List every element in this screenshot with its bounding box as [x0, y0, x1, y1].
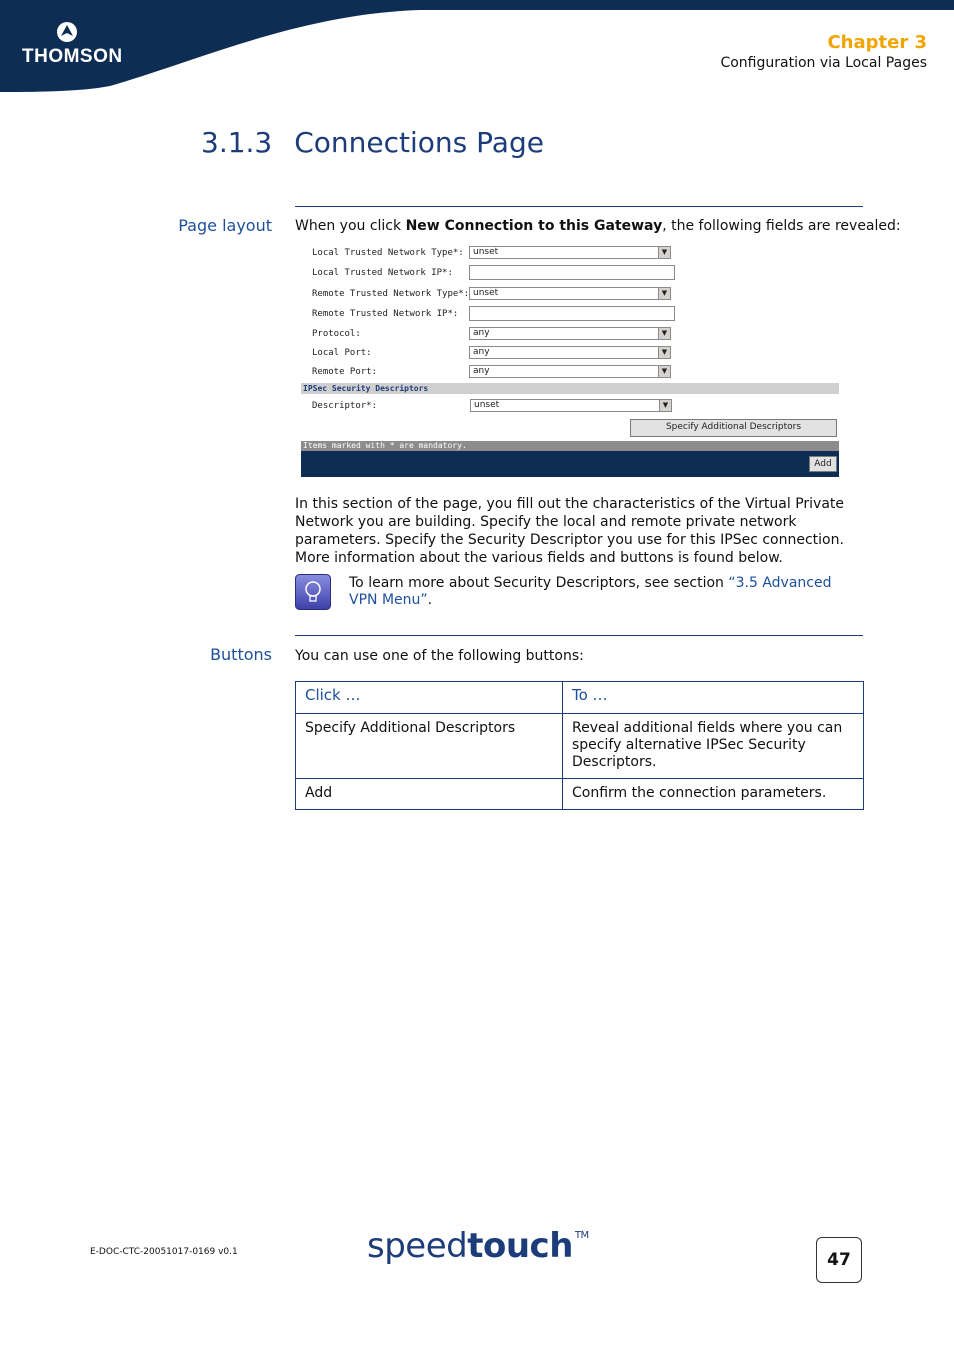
thomson-logo-icon	[56, 21, 78, 43]
table-cell: Confirm the connection parameters.	[563, 779, 864, 810]
table-row	[296, 714, 864, 779]
description-text: In this section of the page, you fill out the characteristics of the Virtual Private Network you are building. Specify the local and remote private network parameters. Specify the Security Descriptor you use for this IPSec connection. More information about the various fields and buttons is found below.	[295, 496, 845, 566]
chapter-label: Chapter 3	[827, 32, 927, 53]
divider	[295, 206, 863, 207]
tip-text	[349, 575, 864, 609]
select-value: any	[473, 366, 490, 376]
field-label: Local Trusted Network Type*:	[312, 248, 464, 258]
mandatory-note: Items marked with * are mandatory.	[301, 441, 839, 451]
advanced-vpn-link[interactable]: “3.5 Advanced VPN Menu”	[349, 575, 832, 608]
table-cell: Reveal additional fields where you can specify alternative IPSec Security Descriptors.	[563, 714, 864, 779]
form-footer-bar	[301, 451, 839, 477]
field-label: Protocol:	[312, 329, 361, 339]
connections-form-screenshot	[300, 243, 841, 480]
tip-text-before: To learn more about Security Descriptors, see section	[349, 575, 729, 591]
logo-text: THOMSON	[22, 46, 123, 67]
select-value: unset	[473, 247, 499, 257]
local-network-ip-input[interactable]	[469, 265, 675, 280]
add-button[interactable]: Add	[809, 456, 837, 472]
chevron-down-icon: ▼	[658, 288, 670, 299]
trademark: TM	[574, 1230, 589, 1241]
remote-port-select[interactable]	[469, 365, 671, 378]
specify-descriptors-button[interactable]: Specify Additional Descriptors	[630, 419, 837, 437]
field-label: Local Port:	[312, 348, 372, 358]
page-number: 47	[816, 1237, 862, 1283]
table-header: Click …	[296, 682, 563, 714]
chevron-down-icon: ▼	[658, 347, 670, 358]
page-title	[201, 126, 544, 159]
chevron-down-icon: ▼	[658, 328, 670, 339]
chevron-down-icon: ▼	[658, 247, 670, 258]
chapter-subtitle: Configuration via Local Pages	[720, 55, 927, 71]
divider	[295, 635, 863, 636]
select-value: unset	[474, 400, 500, 410]
field-label: Remote Port:	[312, 367, 378, 377]
side-label-buttons: Buttons	[210, 645, 272, 664]
field-label: Descriptor*:	[312, 401, 378, 411]
section-number: 3.1.3	[201, 126, 273, 159]
chevron-down-icon: ▼	[659, 400, 671, 411]
speedtouch-logo	[367, 1226, 589, 1266]
table-header: To …	[563, 682, 864, 714]
section-title: Connections Page	[294, 126, 544, 159]
intro-text-after: , the following fields are revealed:	[662, 218, 901, 234]
field-label: Remote Trusted Network IP*:	[312, 309, 459, 319]
table-row	[296, 779, 864, 810]
field-label: Local Trusted Network IP*:	[312, 268, 453, 278]
brand-bold: touch	[467, 1226, 573, 1266]
page-layout-intro	[295, 217, 901, 235]
select-value: any	[473, 347, 490, 357]
remote-network-type-select[interactable]	[469, 287, 671, 300]
buttons-intro: You can use one of the following buttons:	[295, 648, 584, 664]
ipsec-section-header: IPSec Security Descriptors	[301, 383, 839, 394]
chevron-down-icon: ▼	[658, 366, 670, 377]
document-id: E-DOC-CTC-20051017-0169 v0.1	[90, 1247, 238, 1257]
remote-network-ip-input[interactable]	[469, 306, 675, 321]
tip-text-after: .	[427, 592, 433, 608]
table-header-row	[296, 682, 864, 714]
table-cell: Add	[296, 779, 563, 810]
lightbulb-icon	[295, 574, 331, 610]
local-network-type-select[interactable]	[469, 246, 671, 259]
select-value: any	[473, 328, 490, 338]
protocol-select[interactable]	[469, 327, 671, 340]
intro-text: When you click	[295, 218, 406, 234]
select-value: unset	[473, 288, 499, 298]
buttons-table	[295, 681, 864, 810]
intro-bold: New Connection to this Gateway	[405, 218, 663, 234]
field-label: Remote Trusted Network Type*:	[312, 289, 470, 299]
table-cell: Specify Additional Descriptors	[296, 714, 563, 779]
side-label-page-layout: Page layout	[178, 216, 272, 235]
descriptor-select[interactable]	[470, 399, 672, 412]
local-port-select[interactable]	[469, 346, 671, 359]
brand-light: speed	[367, 1226, 468, 1266]
header-band	[0, 0, 954, 92]
